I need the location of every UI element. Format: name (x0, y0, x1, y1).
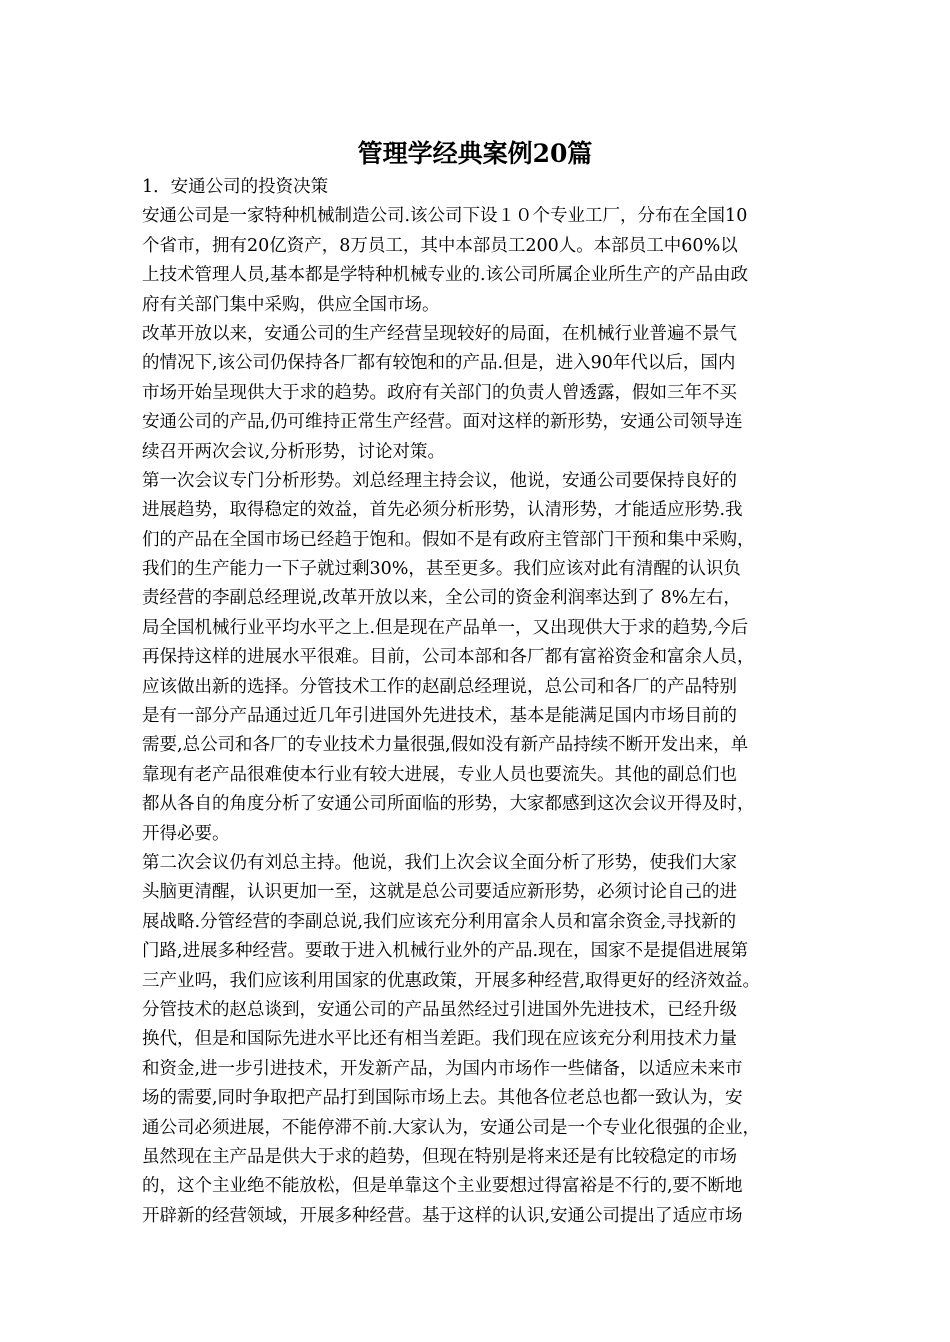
text-line: 应该做出新的选择。分管技术工作的赵副总经理说，总公司和各厂的产品特别 (142, 676, 737, 697)
text-line: 都从各自的角度分析了安通公司所面临的形势，大家都感到这次会议开得及时， (142, 794, 755, 815)
document-body (142, 173, 822, 1231)
text-line: 们的产品在全国市场已经趋于饱和。假如不是有政府主管部门干预和集中采购， (142, 529, 755, 550)
text-line: 开得必要。 (142, 823, 230, 844)
text-line: 我们的生产能力一下子就过剩30%，甚至更多。我们应该对此有清醒的认识负 (142, 559, 741, 580)
text-line: 再保持这样的进展水平很难。目前，公司本部和各厂都有富裕资金和富余人员， (142, 647, 755, 668)
text-line: 是有一部分产品通过近几年引进国外先进技术，基本是能满足国内市场目前的 (142, 706, 737, 727)
text-line: 府有关部门集中采购，供应全国市场。 (142, 294, 440, 315)
text-line: 改革开放以来，安通公司的生产经营呈现较好的局面，在机械行业普遍不景气 (142, 323, 737, 344)
text-line: 第二次会议仍有刘总主持。他说，我们上次会议全面分析了形势，使我们大家 (142, 852, 737, 873)
text-line: 责经营的李副总经理说,改革开放以来，全公司的资金利润率达到了 8%左右， (142, 588, 741, 609)
text-line: 头脑更清醒，认识更加一至，这就是总公司要适应新形势，必须讨论自己的进 (142, 882, 737, 903)
text-line: 三产业吗，我们应该利用国家的优惠政策，开展多种经营,取得更好的经济效益。 (142, 970, 761, 991)
text-line: 局全国机械行业平均水平之上.但是现在产品单一，又出现供大于求的趋势,今后 (142, 617, 749, 638)
text-line: 续召开两次会议,分析形势，讨论对策。 (142, 441, 446, 462)
text-line: 的情况下,该公司仍保持各厂都有较饱和的产品.但是，进入90年代以后，国内 (142, 353, 736, 374)
text-line: 换代，但是和国际先进水平比还有相当差距。我们现在应该充分利用技术力量 (142, 1029, 737, 1050)
document-title: 管理学经典案例20篇 (357, 139, 593, 168)
text-line: 进展趋势，取得稳定的效益，首先必须分析形势，认清形势，才能适应形势.我 (142, 500, 743, 521)
text-line: 分管技术的赵总谈到，安通公司的产品虽然经过引进国外先进技术，已经升级 (142, 999, 737, 1020)
text-line: 的，这个主业绝不能放松，但是单靠这个主业要想过得富裕是不行的,要不断地 (142, 1176, 743, 1197)
text-line: 展战略.分管经营的李副总说,我们应该充分利用富余人员和富余资金,寻找新的 (142, 911, 737, 932)
text-line: 第一次会议专门分析形势。刘总经理主持会议，他说，安通公司要保持良好的 (142, 470, 737, 491)
text-line: 1．安通公司的投资决策 (142, 177, 329, 197)
text-line: 场的需要,同时争取把产品打到国际市场上去。其他各位老总也都一致认为，安 (142, 1088, 743, 1109)
text-line: 需要,总公司和各厂的专业技术力量很强,假如没有新产品持续不断开发出来，单 (142, 735, 749, 756)
text-line: 安通公司的产品,仍可维持正常生产经营。面对这样的新形势，安通公司领导连 (142, 412, 743, 433)
text-line: 个省市，拥有20亿资产，8万员工，其中本部员工200人。本部员工中60%以 (142, 235, 738, 256)
text-line: 虽然现在主产品是供大于求的趋势，但现在特别是将来还是有比较稳定的市场 (142, 1146, 737, 1167)
text-line: 通公司必须进展，不能停滞不前.大家认为，安通公司是一个专业化很强的企业， (142, 1117, 761, 1138)
text-line: 上技术管理人员,基本都是学特种机械专业的.该公司所属企业所生产的产品由政 (142, 265, 749, 286)
text-line: 和资金,进一步引进技术，开发新产品，为国内市场作一些储备，以适应未来市 (142, 1058, 743, 1079)
text-line: 靠现有老产品很难使本行业有较大进展，专业人员也要流失。其他的副总们也 (142, 764, 737, 785)
text-line: 市场开始呈现供大于求的趋势。政府有关部门的负责人曾透露，假如三年不买 (142, 382, 737, 403)
text-line: 开辟新的经营领域，开展多种经营。基于这样的认识,安通公司提出了适应市场 (142, 1205, 743, 1226)
text-line: 安通公司是一家特种机械制造公司.该公司下设１０个专业工厂，分布在全国10 (142, 206, 748, 227)
text-line: 门路,进展多种经营。要敢于进入机械行业外的产品.现在，国家不是提倡进展第 (142, 941, 749, 962)
